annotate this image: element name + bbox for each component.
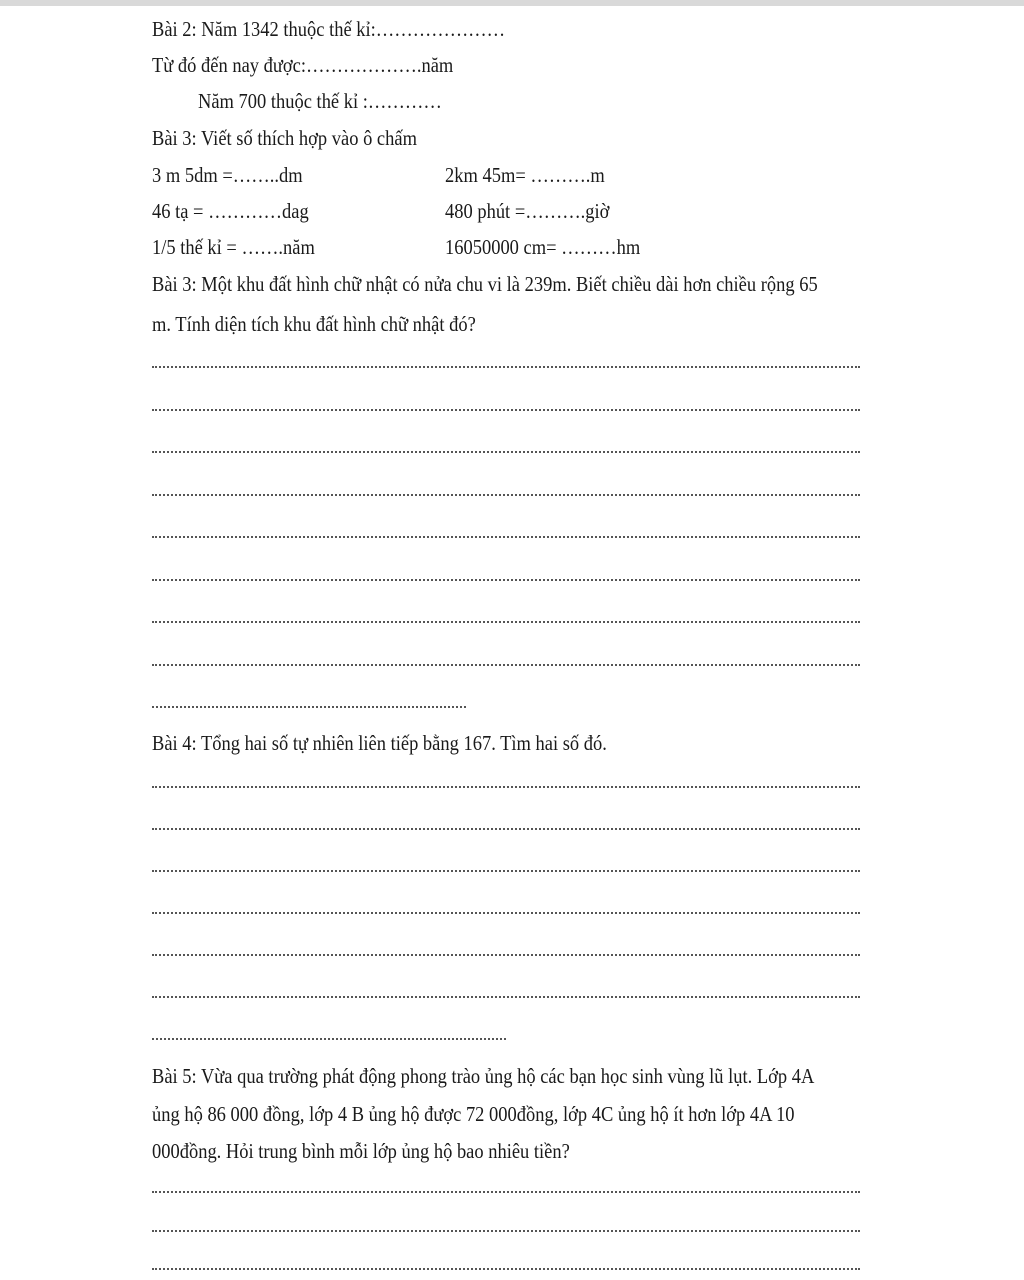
answer-line[interactable] [152, 536, 860, 538]
bai5-line-2: ủng hộ 86 000 đồng, lớp 4 B ủng hộ được 72 000đồng, lớp 4C ủng hộ ít hơn lớp 4A 10 [152, 1102, 795, 1126]
answer-line[interactable] [152, 579, 860, 581]
bai3-title: Bài 3: Viết số thích hợp vào ô chấm [152, 126, 417, 150]
bai3-row3-col2: 16050000 cm= ………hm [445, 235, 641, 259]
answer-line[interactable] [152, 954, 860, 956]
bai3b-line-1: Bài 3: Một khu đất hình chữ nhật có nửa chu vi là 239m. Biết chiều dài hơn chiều rộng 65 [152, 272, 818, 296]
bai5-line-1: Bài 5: Vừa qua trường phát động phong trào ủng hộ các bạn học sinh vùng lũ lụt. Lớp 4A [152, 1064, 815, 1088]
answer-line[interactable] [152, 786, 860, 788]
answer-line[interactable] [152, 621, 860, 623]
answer-line[interactable] [152, 1268, 860, 1270]
bai3-row3-col1: 1/5 thế kỉ = …….năm [152, 235, 315, 259]
answer-line[interactable] [152, 996, 860, 998]
answer-line[interactable] [152, 451, 860, 453]
answer-line[interactable] [152, 366, 860, 368]
bai2-line-1: Bài 2: Năm 1342 thuộc thế kỉ:………………… [152, 17, 506, 41]
bai5-line-3: 000đồng. Hỏi trung bình mỗi lớp ủng hộ bao nhiêu tiền? [152, 1139, 570, 1163]
answer-line[interactable] [152, 664, 860, 666]
bai4-title: Bài 4: Tổng hai số tự nhiên liên tiếp bằng 167. Tìm hai số đó. [152, 731, 607, 755]
answer-line-short[interactable] [152, 706, 466, 708]
answer-line[interactable] [152, 1230, 860, 1232]
bai3b-line-2: m. Tính diện tích khu đất hình chữ nhật đó? [152, 312, 476, 336]
answer-line[interactable] [152, 1191, 860, 1193]
answer-line[interactable] [152, 828, 860, 830]
bai3-row2-col2: 480 phút =……….giờ [445, 199, 610, 223]
answer-line[interactable] [152, 870, 860, 872]
answer-line[interactable] [152, 494, 860, 496]
answer-line[interactable] [152, 409, 860, 411]
bai2-line-2: Từ đó đến nay được:……………….năm [152, 53, 454, 77]
top-edge-bar [0, 0, 1024, 6]
answer-line-short[interactable] [152, 1038, 506, 1040]
bai3-row2-col1: 46 tạ = …………dag [152, 199, 309, 223]
bai3-row1-col1: 3 m 5dm =……..dm [152, 163, 303, 187]
answer-line[interactable] [152, 912, 860, 914]
bai2-line-3: Năm 700 thuộc thế kỉ :………… [198, 89, 442, 113]
bai3-row1-col2: 2km 45m= ……….m [445, 163, 605, 187]
